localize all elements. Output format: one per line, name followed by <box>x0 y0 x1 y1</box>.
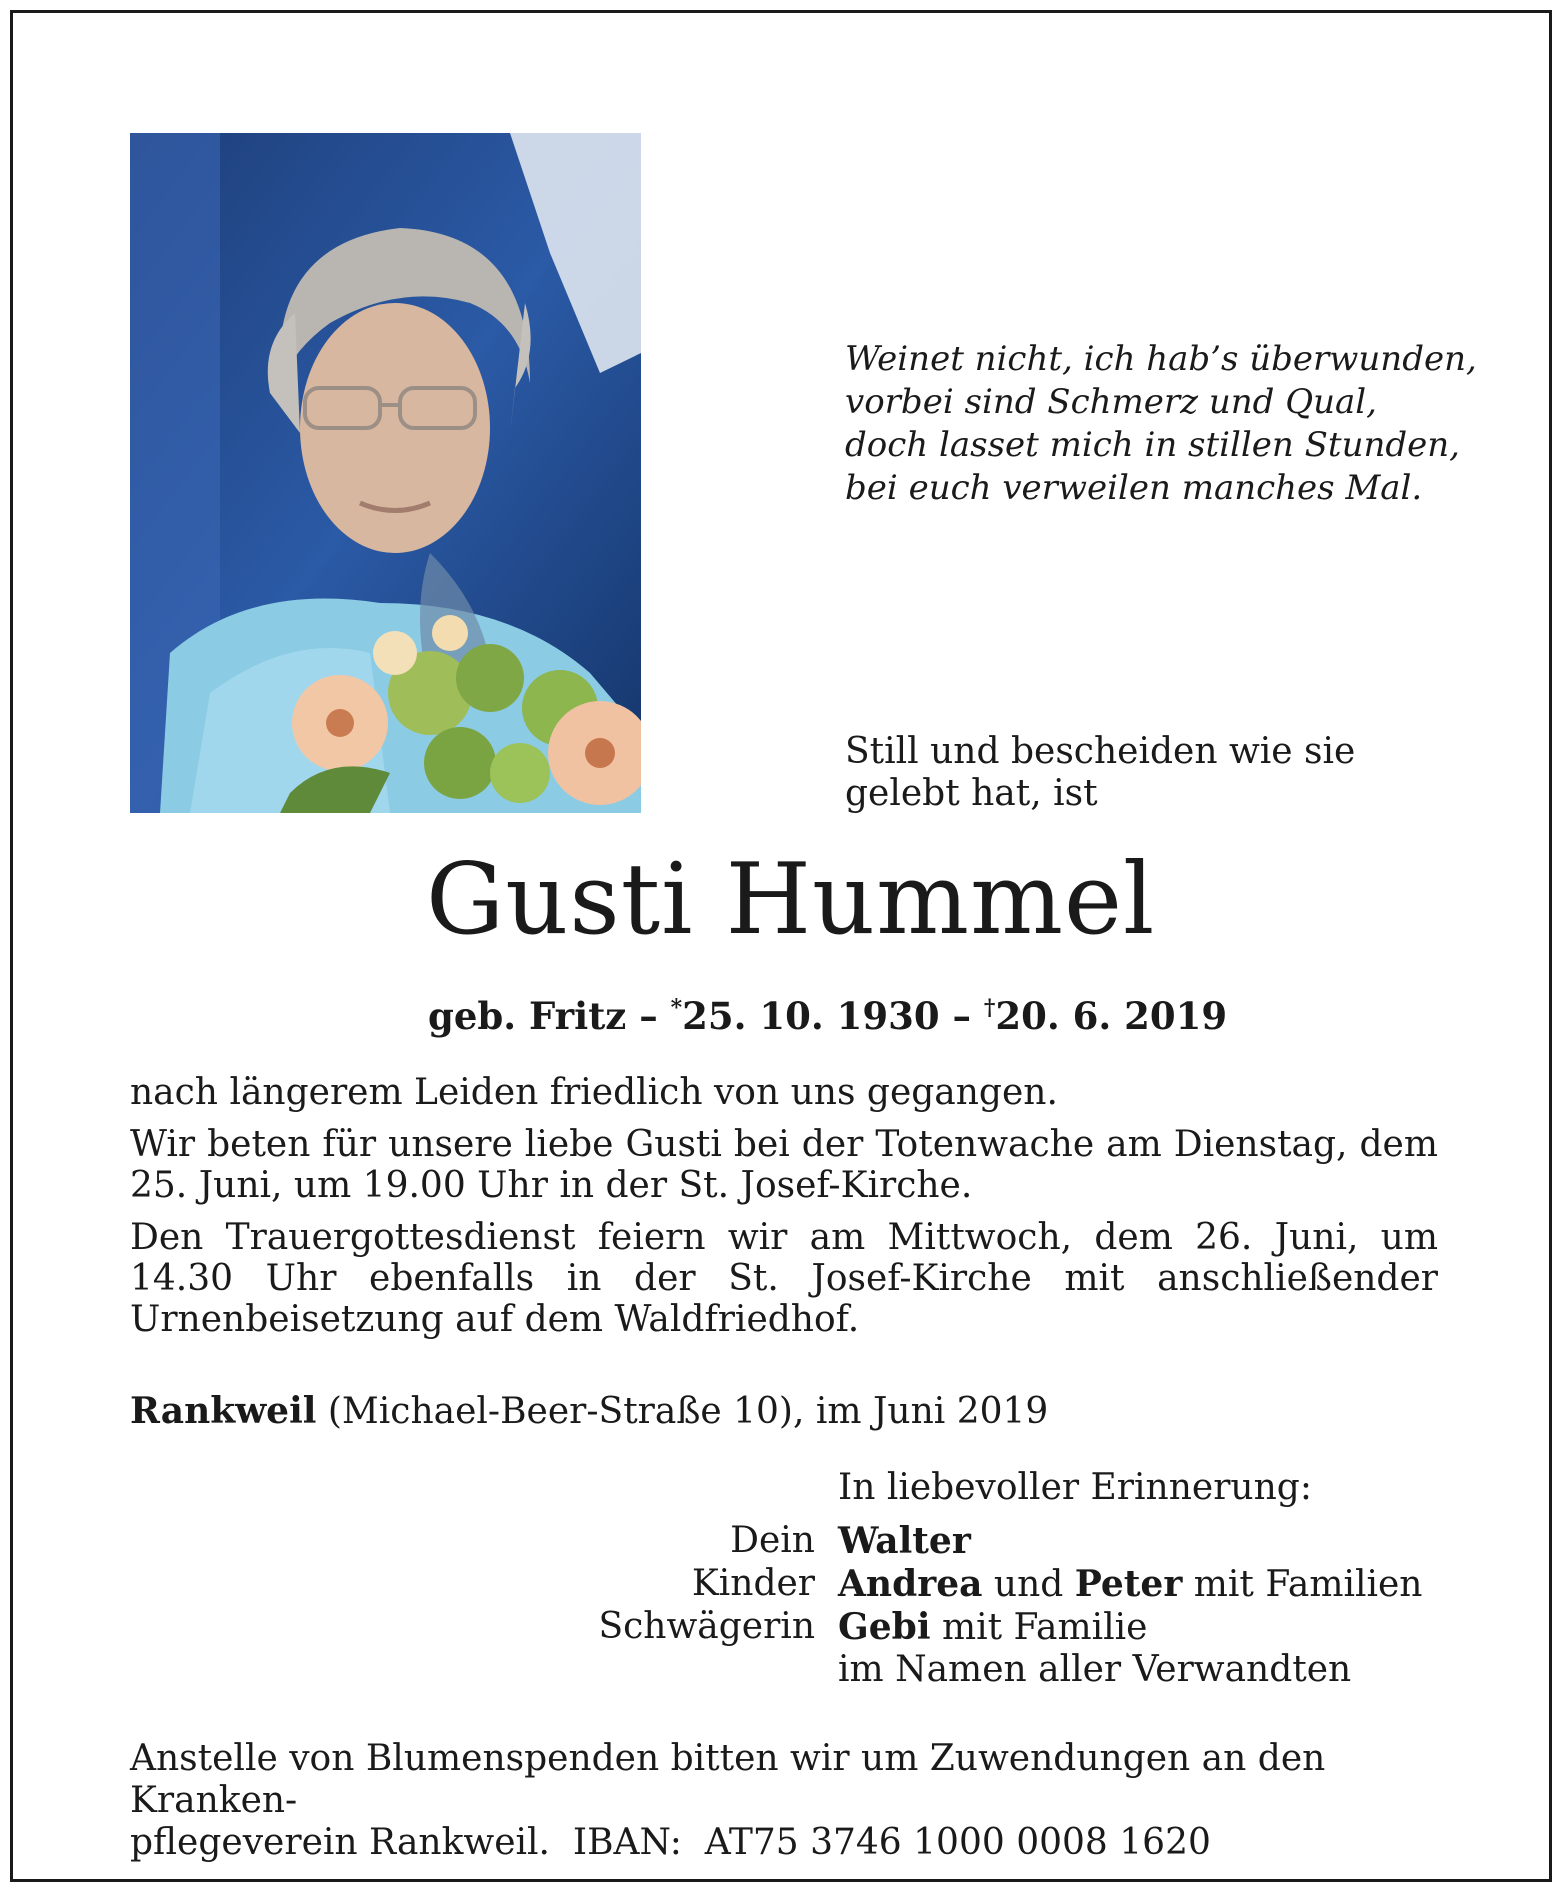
poem <box>845 338 1477 510</box>
family-row <box>560 1563 1422 1606</box>
person-name: Gebi <box>838 1606 931 1648</box>
person-name: Peter <box>1074 1563 1183 1605</box>
maiden-name: geb. Fritz <box>428 994 627 1038</box>
family-row <box>560 1606 1422 1649</box>
birth-symbol: * <box>670 995 683 1021</box>
relation-label-empty <box>560 1649 838 1691</box>
suffix-text: mit Familie <box>930 1607 1148 1648</box>
relation-label: Kinder <box>691 1563 815 1604</box>
relation-names: im Namen aller Verwandten <box>838 1649 1352 1690</box>
poem-line: bei euch verweilen manches Mal. <box>845 468 1423 508</box>
dash: – <box>639 994 658 1038</box>
memory-heading: In liebevoller Erinnerung: <box>838 1467 1312 1508</box>
poem-line: Weinet nicht, ich hab’s überwunden, <box>845 339 1477 379</box>
relation-names <box>838 1520 971 1563</box>
poem-line: doch lasset mich in stillen Stunden, <box>845 425 1460 465</box>
relation-names <box>838 1606 1147 1649</box>
person-name: Walter <box>838 1520 971 1562</box>
note-line: pflegeverein Rankweil. IBAN: AT75 3746 1000 0008 1620 <box>130 1822 1211 1863</box>
address-date: (Michael-Beer-Straße 10), im Juni 2019 <box>316 1391 1049 1432</box>
note-line: Anstelle von Blumenspenden bitten wir um Zuwendungen an den Kranken- <box>130 1738 1326 1821</box>
portrait-image <box>130 133 641 813</box>
paragraph: nach längerem Leiden friedlich von uns gegangen. <box>130 1072 1058 1113</box>
dash: – <box>952 994 971 1038</box>
donation-note <box>130 1738 1438 1864</box>
birth-date: 25. 10. 1930 <box>682 994 940 1038</box>
suffix-text: mit Familien <box>1182 1564 1423 1605</box>
relation-label: Schwägerin <box>598 1606 815 1647</box>
life-dates <box>428 986 1227 1038</box>
portrait-photo <box>130 133 641 813</box>
announcement-body <box>130 1072 1438 1351</box>
deceased-name: Gusti Hummel <box>426 843 1156 957</box>
intro-text: Still und bescheiden wie sie gelebt hat, ist <box>845 731 1356 814</box>
person-name: Andrea <box>838 1563 983 1605</box>
paragraph: Den Trauergottesdienst feiern wir am Mittwoch, dem 26. Juni, um 14.30 Uhr ebenfalls in der St. Josef-Kirche mit anschließender Urnenbeisetzung auf dem Waldfriedhof. <box>130 1217 1438 1340</box>
death-symbol: † <box>983 995 996 1021</box>
family-list <box>560 1520 1422 1691</box>
town-name: Rankweil <box>130 1390 317 1432</box>
family-row <box>560 1520 1422 1563</box>
relation-names <box>838 1563 1422 1606</box>
place-date-line <box>130 1390 1048 1433</box>
paragraph: Wir beten für unsere liebe Gusti bei der Totenwache am Dienstag, dem 25. Juni, um 19.00 Uhr in der St. Josef-Kirche. <box>130 1124 1438 1206</box>
relation-label: Dein <box>730 1520 815 1561</box>
connector-text: und <box>982 1564 1075 1605</box>
death-date: 20. 6. 2019 <box>995 994 1228 1038</box>
family-row <box>560 1649 1422 1691</box>
poem-line: vorbei sind Schmerz und Qual, <box>845 382 1377 422</box>
